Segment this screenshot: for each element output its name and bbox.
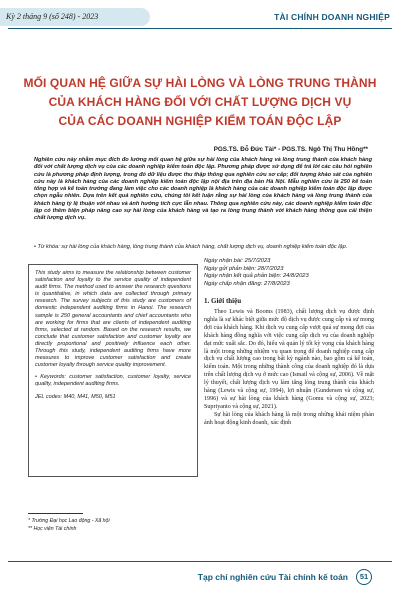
footnote-2: ** Học viện Tài chính — [28, 526, 77, 532]
article-title — [20, 74, 380, 131]
abstract-english-box — [28, 264, 198, 477]
footer-divider — [8, 561, 392, 562]
keywords-english: • Keywords: customer satisfaction, customer loyalty, service quality, independent auditing firms. — [35, 374, 191, 388]
article-dates — [204, 258, 309, 288]
title-line-1: MỐI QUAN HỆ GIỮA SỰ HÀI LÒNG VÀ LÒNG TRUNG THÀNH — [23, 76, 377, 90]
date-reviewed: Ngày nhận kết quả phản biện: 24/8/2023 — [204, 273, 309, 280]
issue-banner: Kỳ 2 tháng 9 (số 248) - 2023 — [0, 8, 150, 26]
date-accepted: Ngày chấp nhận đăng: 27/8/2023 — [204, 280, 290, 287]
date-received: Ngày nhận bài: 25/7/2023 — [204, 258, 271, 264]
footnote-1: * Trường Đại học Lao động - Xã hội — [28, 518, 110, 524]
intro-body — [204, 309, 374, 428]
footnote-divider — [28, 513, 83, 514]
keywords-vietnamese: • Từ khóa: sự hài lòng của khách hàng, lòng trung thành của khách hàng, chất lượng dịch vụ, doanh nghiệp kiểm toán độc lập. — [34, 244, 348, 250]
intro-paragraph-1: Theo Lewis và Booms (1983), chất lượng dịch vụ được định nghĩa là sự khác biệt giữa mức độ dịch vụ được cung cấp và sự mong đợi của khách hàng. Khi dịch vụ cung cấp vượt quá sự mong đợi của khách hàng đồng nghĩa với việc cung cấp dịch vụ của doanh nghiệp đạt mức xuất sắc. Do đó, hiểu và quản lý tốt kỳ vọng của khách hàng là một trong những nhiệm vụ quan trọng để doanh nghiệp cung cấp dịch vụ chất lượng cao trong bất kỳ ngành nào, bao gồm cả kế toán, kiểm toán. Một trong những thành công của doanh nghiệp đó là dựa trên chất lượng dịch vụ ở mức cao (Ismail và cộng sự, 2006). Về mặt lý thuyết, chất lượng dịch vụ làm tăng lòng trung thành của khách hàng (Lewis và cộng sự, 1994), lợi nhuận (Gundersen và cộng sự, 1996) và sự hài lòng của khách hàng (Gomu và cộng sự, 2023; Supriyanto và cộng sự, 2021). — [204, 309, 374, 410]
date-revised: Ngày gửi phản biện: 28/7/2023 — [204, 265, 284, 272]
title-line-2: CỦA KHÁCH HÀNG ĐỐI VỚI CHẤT LƯỢNG DỊCH VỤ — [48, 95, 352, 109]
footnotes — [28, 517, 110, 533]
intro-heading: 1. Giới thiệu — [204, 297, 242, 305]
title-line-3: CỦA CÁC DOANH NGHIỆP KIỂM TOÁN ĐỘC LẬP — [58, 114, 342, 128]
authors: PGS.TS. Đỗ Đức Tài* - PGS.TS. Ngô Thị Thu Hồng** — [213, 146, 368, 153]
abstract-english: This study aims to measure the relationship between customer satisfaction and loyalty to the service quality of independent audit firms. The method used to answer the research questions is quantitative, in which data are collected through primary research. The survey subjects of this study are customers of domestic independent auditing firms in Hanoi. The research sample is 250 general accountants and chief accountants who are working for firms that are clients of independent auditing firms, selected at random. Based on the research results, we conclude that customer satisfaction and customer loyalty are directly proportional and positively influence each other. Through this study, independent auditing firms have more measures to improve customer satisfaction and create customer loyalty through service quality improvement. — [35, 270, 191, 369]
intro-paragraph-2: Sự hài lòng của khách hàng là một trong những khái niệm phản ánh hoạt động kinh doanh, xác định — [204, 411, 374, 426]
jel-codes: JEL codes: M40, M41, M50, M51 — [35, 393, 116, 400]
page-number: 51 — [356, 569, 372, 585]
section-label: TÀI CHÍNH DOANH NGHIỆP — [274, 12, 390, 22]
journal-name: Tạp chí nghiên cứu Tài chính kế toán — [197, 572, 348, 582]
abstract-vietnamese: Nghiên cứu này nhằm mục đích đo lường mối quan hệ giữa sự hài lòng của khách hàng và lòng trung thành của khách hàng đối với chất lượng dịch vụ của các doanh nghiệp kiểm toán độc lập. Phương pháp được sử dụng để trả lời các câu hỏi nghiên cứu là phương pháp định lượng, trong đó dữ liệu được thu thập thông qua nghiên cứu sơ cấp; đối tượng khảo sát của nghiên cứu này là khách hàng của các doanh nghiệp kiểm toán độc lập nội địa trên địa bàn Hà Nội. Mẫu nghiên cứu là 250 kế toán tổng hợp và kế toán trưởng đang làm việc cho các doanh nghiệp là khách hàng của các doanh nghiệp kiểm toán độc lập được chọn ngẫu nhiên. Dựa trên kết quả nghiên cứu, chúng tôi kết luận rằng sự hài lòng của khách hàng và lòng trung thành của khách hàng tỷ lệ thuận với nhau và ảnh hưởng tích cực lẫn nhau. Thông qua nghiên cứu này, các doanh nghiệp kiểm toán độc lập có thêm biện pháp nâng cao sự hài lòng của khách hàng và tạo ra lòng trung thành với khách hàng thông qua cải thiện chất lượng dịch vụ. — [34, 157, 372, 222]
header-divider — [8, 28, 392, 29]
